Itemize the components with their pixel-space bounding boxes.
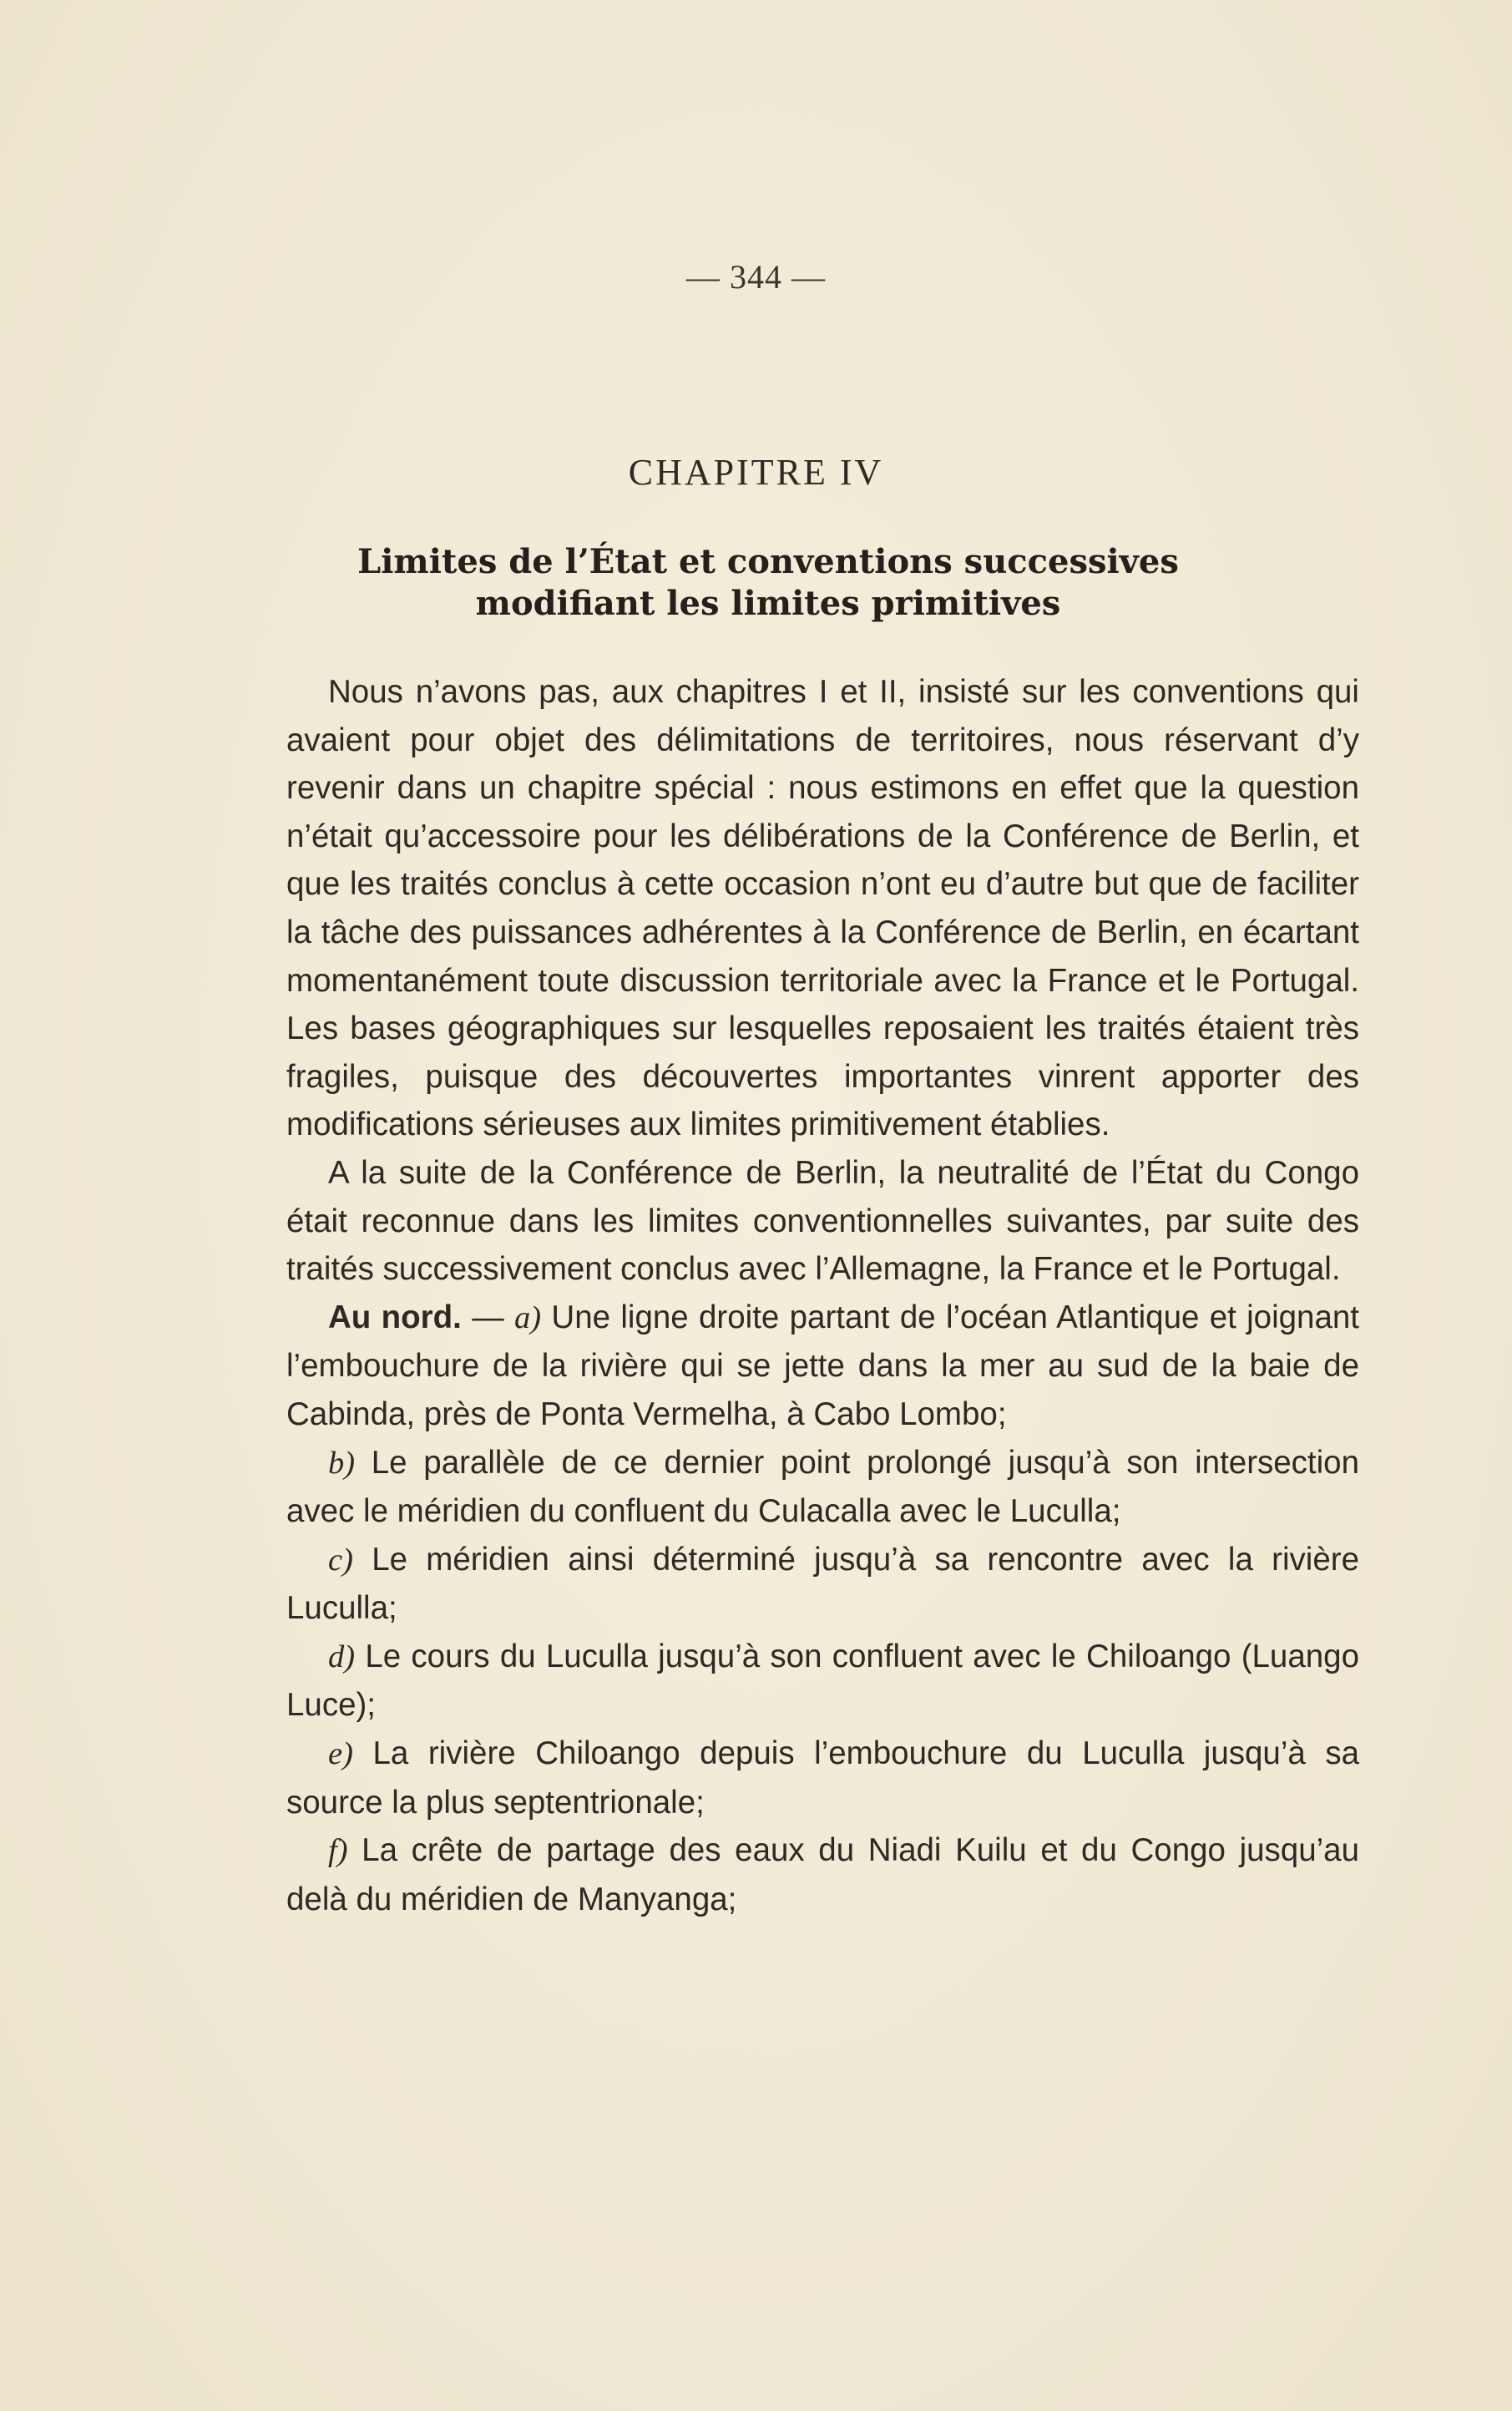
item-b bbox=[286, 1439, 1359, 1536]
section-heading bbox=[250, 541, 1286, 625]
paragraph-3-lead: Au nord. bbox=[328, 1299, 462, 1335]
item-c-letter: c) bbox=[328, 1542, 353, 1578]
item-c-text: Le méridien ainsi déterminé jusqu’à sa rencontre avec la rivière Luculla; bbox=[286, 1541, 1359, 1627]
section-heading-line-1: Limites de l’État et conventions successives bbox=[357, 542, 1179, 581]
item-d-letter: d) bbox=[328, 1639, 356, 1674]
item-b-text: Le parallèle de ce dernier point prolongé jusqu’à son intersection avec le méridien du confluent du Culacalla avec le Luculla; bbox=[286, 1444, 1359, 1530]
item-f-letter: f) bbox=[328, 1833, 348, 1869]
item-f-text: La crête de partage des eaux du Niadi Kuilu et du Congo jusqu’au delà du méridien de Manyanga; bbox=[286, 1832, 1359, 1917]
item-a-text: Une ligne droite partant de l’océan Atlantique et joignant l’embouchure de la rivière qui se jette dans la mer au sud de la baie de Cabinda, près de Ponta Vermelha, à Cabo Lombo; bbox=[286, 1299, 1359, 1432]
page-number: — 344 — bbox=[686, 258, 826, 296]
item-a-letter: a) bbox=[514, 1299, 542, 1335]
body-text bbox=[286, 668, 1359, 1923]
item-d-text: Le cours du Luculla jusqu’à son confluent avec le Chiloango (Luango Luce); bbox=[286, 1638, 1359, 1724]
item-d bbox=[286, 1633, 1359, 1730]
chapter-title: CHAPITRE IV bbox=[628, 452, 884, 493]
item-f bbox=[286, 1826, 1359, 1923]
item-e-letter: e) bbox=[328, 1736, 353, 1772]
paragraph-3-dash: — bbox=[461, 1299, 515, 1335]
item-c bbox=[286, 1536, 1359, 1633]
paragraph-1: Nous n’avons pas, aux chapitres I et II, insisté sur les conventions qui avaient pour objet des délimitations de territoires, nous réservant d’y revenir dans un chapitre spécial : nous estimons en effet que la question n’était qu’accessoire pour les délibérations de la Conférence de Berlin, et que les traités conclus à cette occasion n’ont eu d’autre but que de faciliter la tâche des puissances adhérentes à la Conférence de Berlin, en écartant momentanément toute discussion territoriale avec la France et le Portugal. Les bases géographiques sur lesquelles reposaient les traités étaient très fragiles, puisque des découvertes importantes vinrent apporter des modifications sérieuses aux limites primitivement établies. bbox=[286, 674, 1359, 1143]
paragraph-3 bbox=[286, 1294, 1359, 1439]
section-heading-line-2: modifiant les limites primitives bbox=[475, 584, 1061, 623]
item-e-text: La rivière Chiloango depuis l’embouchure du Luculla jusqu’à sa source la plus septentrionale; bbox=[286, 1735, 1359, 1821]
item-e bbox=[286, 1730, 1359, 1826]
paragraph-2: A la suite de la Conférence de Berlin, la neutralité de l’État du Congo était reconnue dans les limites conventionnelles suivantes, par suite des traités successivement conclus avec l’Allemagne, la France et le Portugal. bbox=[286, 1154, 1359, 1288]
item-b-letter: b) bbox=[328, 1445, 356, 1481]
